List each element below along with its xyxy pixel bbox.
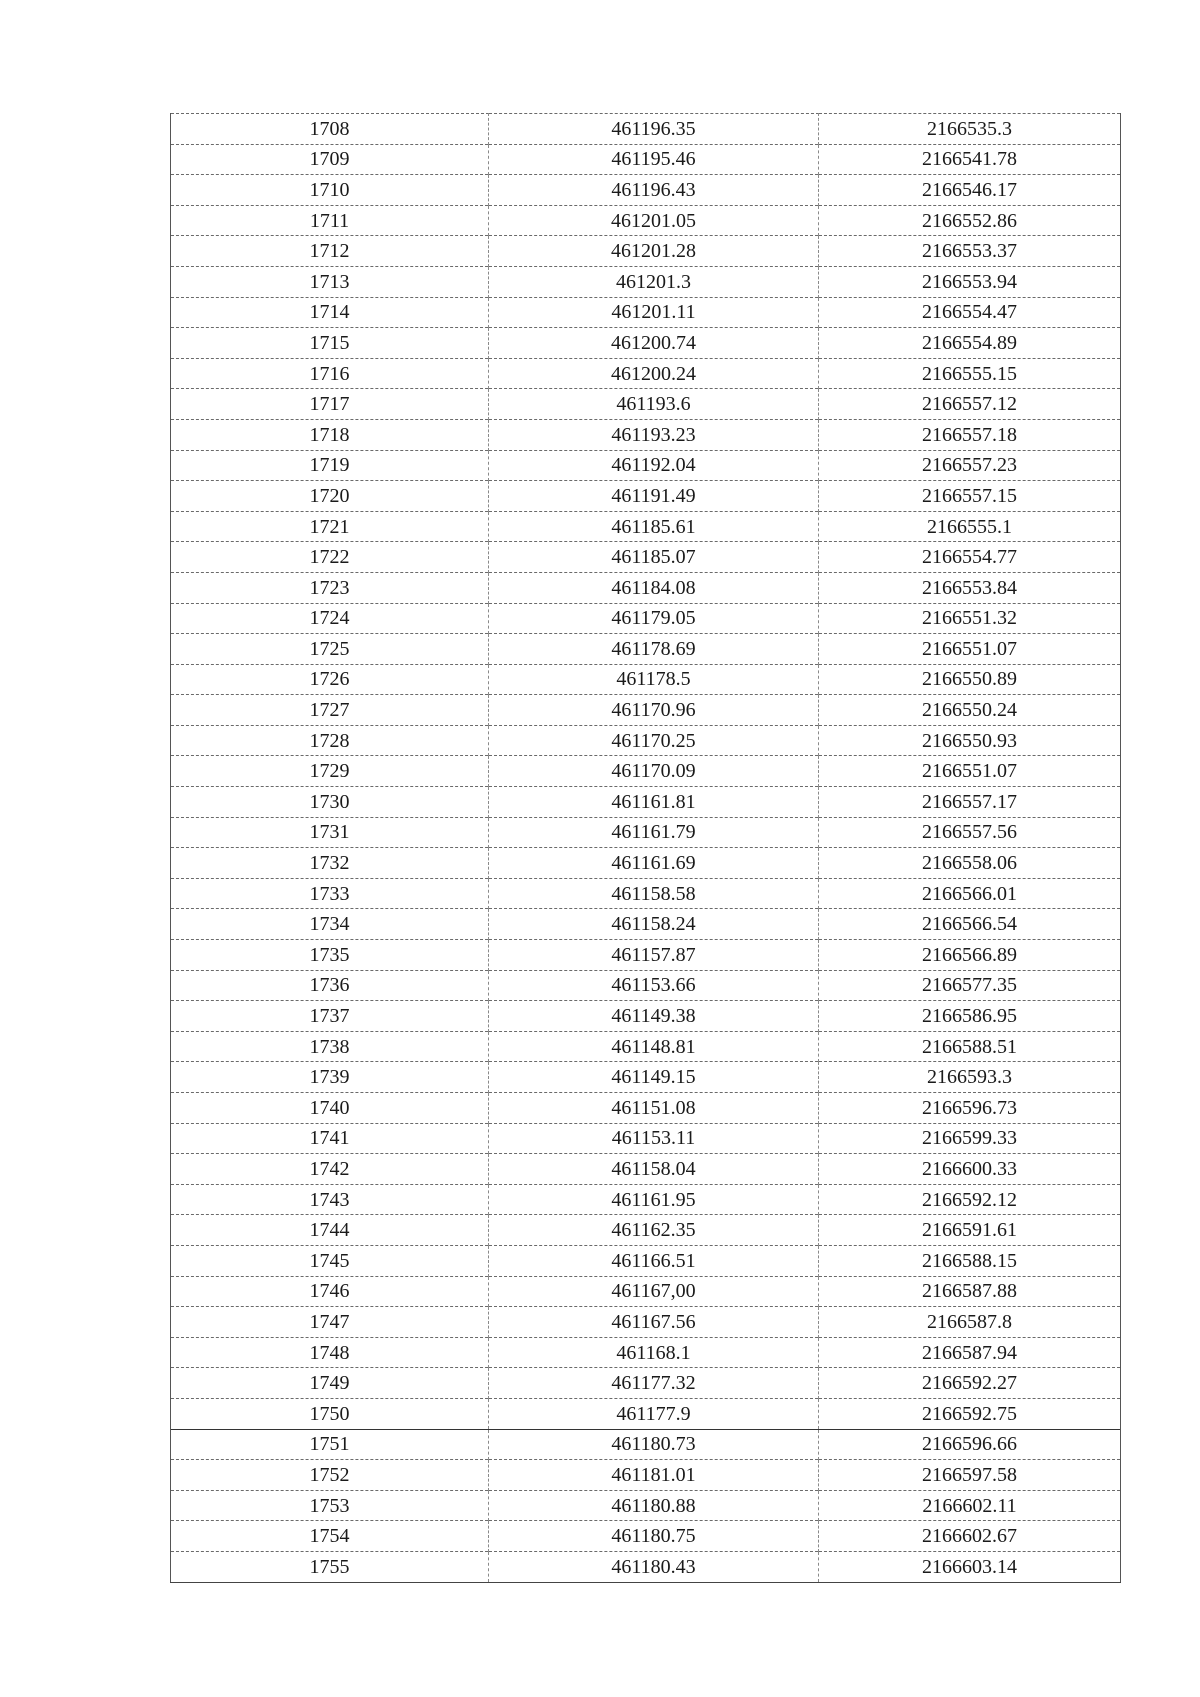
y-coordinate-cell: 2166591.61 (819, 1215, 1121, 1246)
x-coordinate-cell: 461196.43 (489, 175, 819, 206)
y-coordinate-cell: 2166554.47 (819, 297, 1121, 328)
point-number-cell: 1725 (171, 634, 489, 665)
y-coordinate-cell: 2166587.88 (819, 1276, 1121, 1307)
point-number-cell: 1737 (171, 1001, 489, 1032)
point-number-cell: 1716 (171, 358, 489, 389)
x-coordinate-cell: 461166.51 (489, 1245, 819, 1276)
point-number-cell: 1720 (171, 481, 489, 512)
x-coordinate-cell: 461170.09 (489, 756, 819, 787)
table-row (171, 787, 1121, 818)
x-coordinate-cell: 461157.87 (489, 940, 819, 971)
point-number-cell: 1747 (171, 1307, 489, 1338)
y-coordinate-cell: 2166593.3 (819, 1062, 1121, 1093)
x-coordinate-cell: 461191.49 (489, 481, 819, 512)
y-coordinate-cell: 2166558.06 (819, 848, 1121, 879)
point-number-cell: 1734 (171, 909, 489, 940)
x-coordinate-cell: 461200.24 (489, 358, 819, 389)
y-coordinate-cell: 2166588.15 (819, 1245, 1121, 1276)
point-number-cell: 1743 (171, 1184, 489, 1215)
point-number-cell: 1736 (171, 970, 489, 1001)
point-number-cell: 1724 (171, 603, 489, 634)
y-coordinate-cell: 2166553.94 (819, 266, 1121, 297)
y-coordinate-cell: 2166599.33 (819, 1123, 1121, 1154)
point-number-cell: 1753 (171, 1490, 489, 1521)
x-coordinate-cell: 461193.6 (489, 389, 819, 420)
table-row (171, 1429, 1121, 1460)
y-coordinate-cell: 2166551.07 (819, 634, 1121, 665)
x-coordinate-cell: 461161.95 (489, 1184, 819, 1215)
y-coordinate-cell: 2166557.17 (819, 787, 1121, 818)
table-row (171, 1398, 1121, 1429)
y-coordinate-cell: 2166551.07 (819, 756, 1121, 787)
y-coordinate-cell: 2166553.84 (819, 572, 1121, 603)
table-row (171, 725, 1121, 756)
point-number-cell: 1714 (171, 297, 489, 328)
x-coordinate-cell: 461153.11 (489, 1123, 819, 1154)
x-coordinate-cell: 461177.9 (489, 1398, 819, 1429)
y-coordinate-cell: 2166566.89 (819, 940, 1121, 971)
point-number-cell: 1718 (171, 419, 489, 450)
y-coordinate-cell: 2166550.24 (819, 695, 1121, 726)
table-row (171, 1490, 1121, 1521)
table-row (171, 1521, 1121, 1552)
table-row (171, 1368, 1121, 1399)
table-row (171, 1154, 1121, 1185)
y-coordinate-cell: 2166541.78 (819, 144, 1121, 175)
x-coordinate-cell: 461153.66 (489, 970, 819, 1001)
x-coordinate-cell: 461158.24 (489, 909, 819, 940)
table-row (171, 1001, 1121, 1032)
table-row (171, 817, 1121, 848)
x-coordinate-cell: 461180.73 (489, 1429, 819, 1460)
coordinates-table (170, 113, 1121, 1583)
x-coordinate-cell: 461193.23 (489, 419, 819, 450)
x-coordinate-cell: 461201.28 (489, 236, 819, 267)
point-number-cell: 1745 (171, 1245, 489, 1276)
y-coordinate-cell: 2166554.89 (819, 328, 1121, 359)
y-coordinate-cell: 2166557.23 (819, 450, 1121, 481)
point-number-cell: 1719 (171, 450, 489, 481)
y-coordinate-cell: 2166602.67 (819, 1521, 1121, 1552)
x-coordinate-cell: 461200.74 (489, 328, 819, 359)
x-coordinate-cell: 461161.79 (489, 817, 819, 848)
x-coordinate-cell: 461180.43 (489, 1551, 819, 1582)
x-coordinate-cell: 461201.05 (489, 205, 819, 236)
y-coordinate-cell: 2166600.33 (819, 1154, 1121, 1185)
x-coordinate-cell: 461195.46 (489, 144, 819, 175)
y-coordinate-cell: 2166535.3 (819, 114, 1121, 145)
table-row (171, 909, 1121, 940)
table-row (171, 572, 1121, 603)
point-number-cell: 1742 (171, 1154, 489, 1185)
table-row (171, 695, 1121, 726)
y-coordinate-cell: 2166596.66 (819, 1429, 1121, 1460)
y-coordinate-cell: 2166596.73 (819, 1093, 1121, 1124)
table-row (171, 205, 1121, 236)
point-number-cell: 1749 (171, 1368, 489, 1399)
table-row (171, 542, 1121, 573)
y-coordinate-cell: 2166566.54 (819, 909, 1121, 940)
y-coordinate-cell: 2166602.11 (819, 1490, 1121, 1521)
point-number-cell: 1733 (171, 878, 489, 909)
point-number-cell: 1713 (171, 266, 489, 297)
y-coordinate-cell: 2166557.15 (819, 481, 1121, 512)
y-coordinate-cell: 2166550.93 (819, 725, 1121, 756)
table-row (171, 419, 1121, 450)
x-coordinate-cell: 461201.3 (489, 266, 819, 297)
point-number-cell: 1735 (171, 940, 489, 971)
x-coordinate-cell: 461158.04 (489, 1154, 819, 1185)
table-row (171, 970, 1121, 1001)
point-number-cell: 1731 (171, 817, 489, 848)
table-row (171, 450, 1121, 481)
table-row (171, 940, 1121, 971)
point-number-cell: 1746 (171, 1276, 489, 1307)
x-coordinate-cell: 461167,00 (489, 1276, 819, 1307)
table-row (171, 266, 1121, 297)
point-number-cell: 1755 (171, 1551, 489, 1582)
x-coordinate-cell: 461149.15 (489, 1062, 819, 1093)
table-row (171, 1031, 1121, 1062)
table-row (171, 1184, 1121, 1215)
y-coordinate-cell: 2166550.89 (819, 664, 1121, 695)
table-row (171, 175, 1121, 206)
x-coordinate-cell: 461178.5 (489, 664, 819, 695)
x-coordinate-cell: 461161.81 (489, 787, 819, 818)
point-number-cell: 1730 (171, 787, 489, 818)
y-coordinate-cell: 2166555.15 (819, 358, 1121, 389)
x-coordinate-cell: 461170.96 (489, 695, 819, 726)
point-number-cell: 1711 (171, 205, 489, 236)
y-coordinate-cell: 2166588.51 (819, 1031, 1121, 1062)
y-coordinate-cell: 2166587.8 (819, 1307, 1121, 1338)
y-coordinate-cell: 2166577.35 (819, 970, 1121, 1001)
y-coordinate-cell: 2166597.58 (819, 1460, 1121, 1491)
point-number-cell: 1726 (171, 664, 489, 695)
x-coordinate-cell: 461167.56 (489, 1307, 819, 1338)
y-coordinate-cell: 2166592.75 (819, 1398, 1121, 1429)
x-coordinate-cell: 461185.61 (489, 511, 819, 542)
x-coordinate-cell: 461149.38 (489, 1001, 819, 1032)
x-coordinate-cell: 461162.35 (489, 1215, 819, 1246)
point-number-cell: 1721 (171, 511, 489, 542)
table-row (171, 1276, 1121, 1307)
y-coordinate-cell: 2166566.01 (819, 878, 1121, 909)
x-coordinate-cell: 461161.69 (489, 848, 819, 879)
table-row (171, 1337, 1121, 1368)
table-row (171, 848, 1121, 879)
x-coordinate-cell: 461177.32 (489, 1368, 819, 1399)
table-row (171, 481, 1121, 512)
table-row (171, 358, 1121, 389)
table-row (171, 1215, 1121, 1246)
table-row (171, 1551, 1121, 1582)
x-coordinate-cell: 461148.81 (489, 1031, 819, 1062)
table-row (171, 328, 1121, 359)
table-row (171, 878, 1121, 909)
point-number-cell: 1723 (171, 572, 489, 603)
point-number-cell: 1739 (171, 1062, 489, 1093)
y-coordinate-cell: 2166554.77 (819, 542, 1121, 573)
y-coordinate-cell: 2166557.56 (819, 817, 1121, 848)
table-row (171, 664, 1121, 695)
y-coordinate-cell: 2166557.12 (819, 389, 1121, 420)
point-number-cell: 1728 (171, 725, 489, 756)
x-coordinate-cell: 461151.08 (489, 1093, 819, 1124)
point-number-cell: 1748 (171, 1337, 489, 1368)
y-coordinate-cell: 2166555.1 (819, 511, 1121, 542)
point-number-cell: 1752 (171, 1460, 489, 1491)
x-coordinate-cell: 461170.25 (489, 725, 819, 756)
point-number-cell: 1729 (171, 756, 489, 787)
point-number-cell: 1754 (171, 1521, 489, 1552)
y-coordinate-cell: 2166586.95 (819, 1001, 1121, 1032)
x-coordinate-cell: 461178.69 (489, 634, 819, 665)
table-row (171, 236, 1121, 267)
y-coordinate-cell: 2166553.37 (819, 236, 1121, 267)
x-coordinate-cell: 461179.05 (489, 603, 819, 634)
point-number-cell: 1732 (171, 848, 489, 879)
coordinates-table-body (171, 114, 1121, 1583)
table-row (171, 114, 1121, 145)
table-row (171, 1093, 1121, 1124)
point-number-cell: 1738 (171, 1031, 489, 1062)
table-row (171, 634, 1121, 665)
x-coordinate-cell: 461180.75 (489, 1521, 819, 1552)
table-row (171, 1460, 1121, 1491)
x-coordinate-cell: 461184.08 (489, 572, 819, 603)
table-row (171, 1062, 1121, 1093)
table-row (171, 1245, 1121, 1276)
y-coordinate-cell: 2166546.17 (819, 175, 1121, 206)
point-number-cell: 1715 (171, 328, 489, 359)
table-row (171, 603, 1121, 634)
point-number-cell: 1751 (171, 1429, 489, 1460)
point-number-cell: 1741 (171, 1123, 489, 1154)
y-coordinate-cell: 2166557.18 (819, 419, 1121, 450)
y-coordinate-cell: 2166592.12 (819, 1184, 1121, 1215)
x-coordinate-cell: 461181.01 (489, 1460, 819, 1491)
x-coordinate-cell: 461196.35 (489, 114, 819, 145)
table-row (171, 756, 1121, 787)
point-number-cell: 1722 (171, 542, 489, 573)
point-number-cell: 1750 (171, 1398, 489, 1429)
x-coordinate-cell: 461180.88 (489, 1490, 819, 1521)
point-number-cell: 1709 (171, 144, 489, 175)
y-coordinate-cell: 2166603.14 (819, 1551, 1121, 1582)
table-row (171, 1123, 1121, 1154)
y-coordinate-cell: 2166592.27 (819, 1368, 1121, 1399)
table-row (171, 144, 1121, 175)
x-coordinate-cell: 461192.04 (489, 450, 819, 481)
point-number-cell: 1710 (171, 175, 489, 206)
x-coordinate-cell: 461185.07 (489, 542, 819, 573)
point-number-cell: 1708 (171, 114, 489, 145)
point-number-cell: 1740 (171, 1093, 489, 1124)
x-coordinate-cell: 461168.1 (489, 1337, 819, 1368)
table-row (171, 1307, 1121, 1338)
point-number-cell: 1744 (171, 1215, 489, 1246)
point-number-cell: 1717 (171, 389, 489, 420)
y-coordinate-cell: 2166552.86 (819, 205, 1121, 236)
x-coordinate-cell: 461201.11 (489, 297, 819, 328)
y-coordinate-cell: 2166551.32 (819, 603, 1121, 634)
table-row (171, 511, 1121, 542)
table-row (171, 389, 1121, 420)
y-coordinate-cell: 2166587.94 (819, 1337, 1121, 1368)
table-row (171, 297, 1121, 328)
point-number-cell: 1727 (171, 695, 489, 726)
point-number-cell: 1712 (171, 236, 489, 267)
x-coordinate-cell: 461158.58 (489, 878, 819, 909)
